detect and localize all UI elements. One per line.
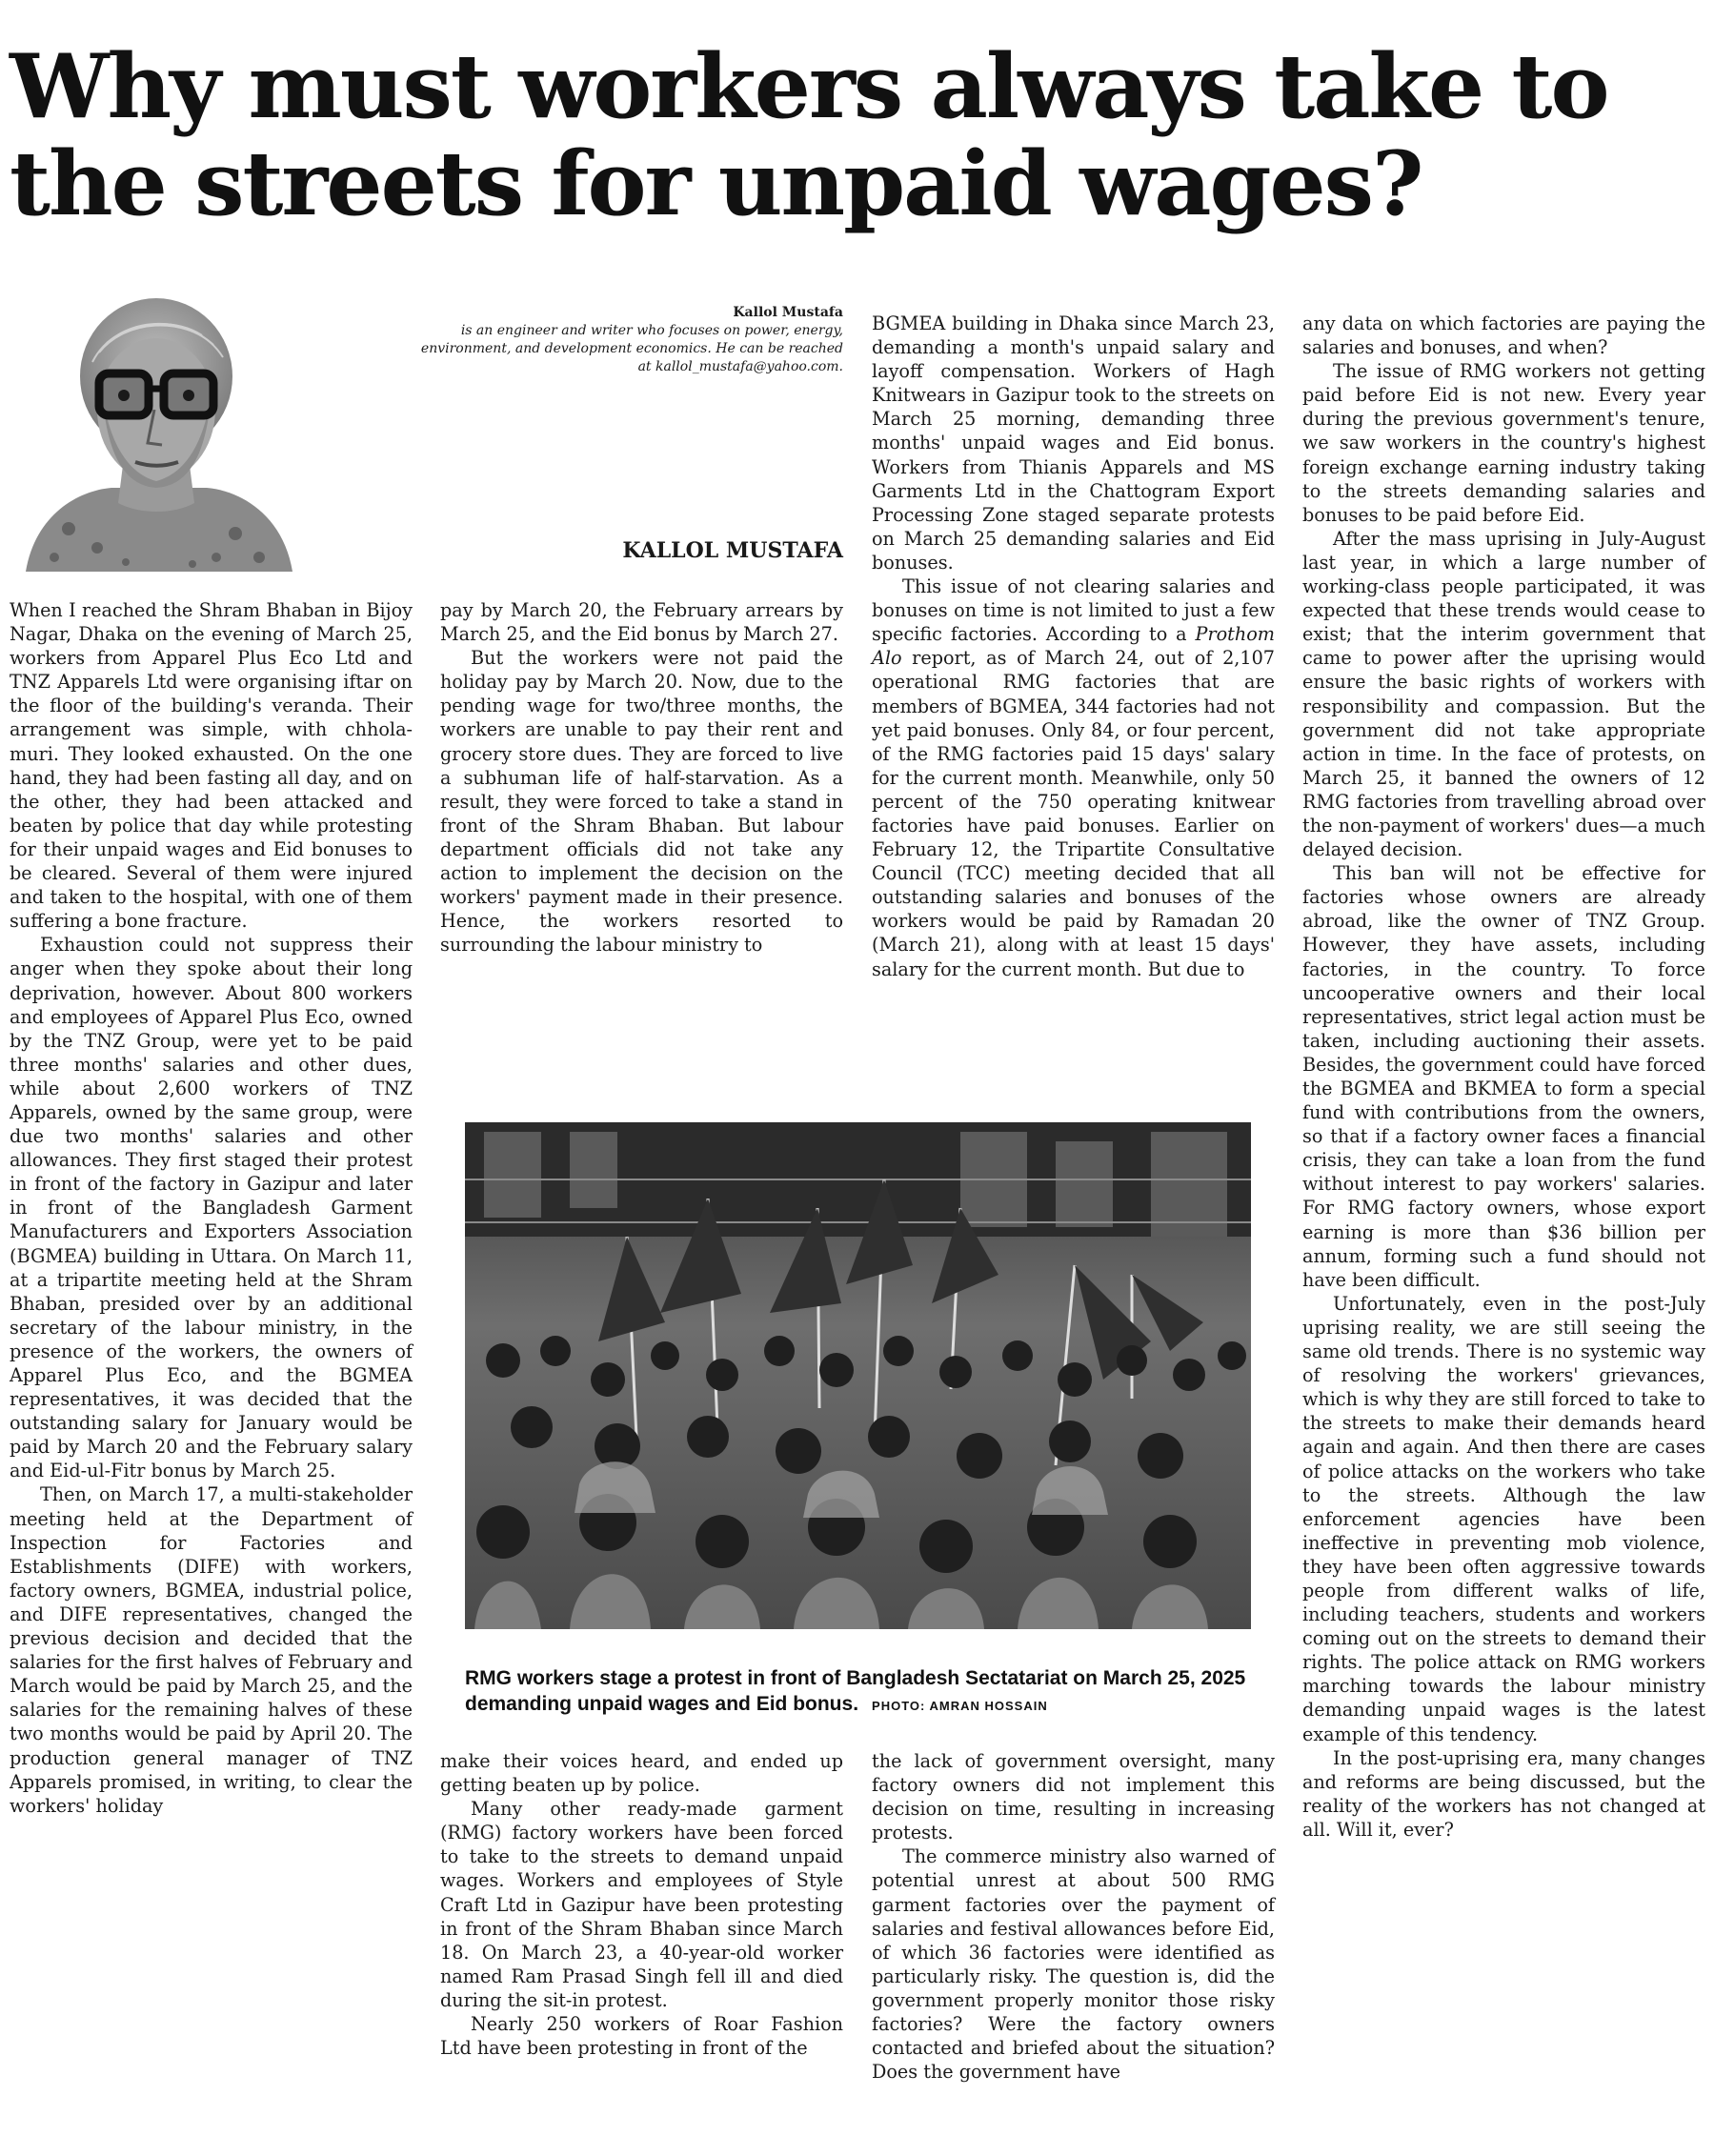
photo-caption	[465, 1665, 1256, 1719]
paragraph: Unfortunately, even in the post-July uprising reality, we are still seeing the same old trends. There is no systemic way of resolving the workers' grievances, which is why they are still forced to take to the streets to make their demands heard again and again. And then there are cases of police attacks on the workers who take to the streets. Although the law enforcement agencies have been ineffective in preventing mob violence, they have been often aggressive towards people from different walks of life, including teachers, students and workers coming out on the streets to demand their rights. The police attack on RMG workers marching towards the labour ministry demanding unpaid wages is the latest example of this tendency.	[1302, 1292, 1705, 1745]
paragraph: Then, on March 17, a multi-stakeholder meeting held at the Department of Inspection for Factories and Establishments (DIFE) with workers, factory owners, BGMEA, industrial police, and DIFE representatives, changed the previous decision and decided that the salaries for the first halves of February and March would be paid by March 25, and the salaries for the remaining halves of these two months would be paid by April 20. The production general manager of TNZ Apparels promised, in writing, to clear the workers' holiday	[10, 1483, 413, 1817]
photo-caption-text: RMG workers stage a protest in front of Bangladesh Sectatariat on March 25, 2025 demanding unpaid wages and Eid bonus.	[465, 1667, 1246, 1715]
paragraph: BGMEA building in Dhaka since March 23, demanding a month's unpaid salary and layoff compensation. Workers of Hagh Knitwears in Gazipur took to the streets on March 25 morning, demanding three months' unpaid wages and Eid bonus. Workers from Thianis Apparels and MS Garments Ltd in the Chattogram Export Processing Zone staged separate protests on March 25 demanding salaries and Eid bonuses.	[872, 312, 1275, 574]
paragraph-text: This issue of not clearing salaries and bonuses on time is not limited to just a few specific factories. According to a	[872, 575, 1275, 646]
column-3-bottom	[872, 1749, 1275, 2084]
paragraph: Nearly 250 workers of Roar Fashion Ltd have been protesting in front of the	[440, 2013, 843, 2060]
headline: Why must workers always take to the streets for unpaid wages?	[10, 34, 1608, 235]
paragraph: In the post-uprising era, many changes and reforms are being discussed, but the reality of the workers has not changed at all. Will it, ever?	[1302, 1746, 1705, 1841]
paragraph: The commerce ministry also warned of potential unrest at about 500 RMG garment factories over the payment of salaries and festival allowances before Eid, of which 36 factories were identified as particularly risky. The question is, did the government properly monitor those risky factories? Were the factory owners contacted and briefed about the situation? Does the government have	[872, 1845, 1275, 2084]
paragraph: Exhaustion could not suppress their anger when they spoke about their long deprivation, however. About 800 workers and employees of Apparel Plus Eco, owned by the TNZ Group, were yet to be paid three months' salaries and other dues, while about 2,600 workers of TNZ Apparels, owned by the same group, were due two months' salaries and other allowances. They first staged their protest in front of the factory in Gazipur and later in front of the Bangladesh Garment Manufacturers and Exporters Association (BGMEA) building in Uttara. On March 11, at a tripartite meeting held at the Shram Bhaban, presided over by an additional secretary of the labour ministry, in the presence of the workers, the owners of Apparel Plus Eco, and the BGMEA representatives, it was decided that the outstanding salary for January would be paid by March 20 and the February salary and Eid-ul-Fitr bonus by March 25.	[10, 934, 413, 1482]
protest-photo	[465, 1122, 1251, 1629]
author-bio: is an engineer and writer who focuses on power, energy, environment, and development economics. He can be reached at kallol_mustafa@yahoo.com.	[420, 323, 843, 374]
paragraph: make their voices heard, and ended up getting beaten up by police.	[440, 1750, 843, 1797]
paragraph: the lack of government oversight, many factory owners did not implement this decision on time, resulting in increasing protests.	[872, 1750, 1275, 1844]
column-3-top	[872, 312, 1275, 981]
paragraph: When I reached the Shram Bhaban in Bijoy Nagar, Dhaka on the evening of March 25, workers from Apparel Plus Eco Ltd and TNZ Apparels Ltd were organising iftar on the floor of the building's veranda. Their arrangement was simple, with chhola-muri. They looked exhausted. On the one hand, they had been fasting all day, and on the other, they had been attacked and beaten by police that day while protesting for their unpaid wages and Eid bonuses to be cleared. Several of them were injured and taken to the hospital, with one of them suffering a bone fracture.	[10, 599, 413, 933]
paragraph: This ban will not be effective for factories whose owners are already abroad, like the owner of TNZ Group. However, they have assets, including factories, in the country. To force uncooperative owners and their local representatives, strict legal action must be taken, including auctioning their assets. Besides, the government could have forced the BGMEA and BKMEA to form a special fund with contributions from the owners, so that if a factory owner faces a financial crisis, they can take a loan from the fund without interest to pay workers' salaries. For RMG factory owners, whose export earning is more than $36 billion per annum, forming such a fund should not have been difficult.	[1302, 862, 1705, 1291]
photo-credit: PHOTO: AMRAN HOSSAIN	[872, 1699, 1048, 1713]
column-2-top	[440, 598, 843, 957]
paragraph: But the workers were not paid the holiday pay by March 20. Now, due to the pending wage for two/three months, the workers are unable to pay their rent and grocery store dues. They are forced to live a subhuman life of half-starvation. As a result, they were forced to take a stand in front of the Shram Bhaban. But labour department officials did not take any action to implement the decision on the workers' payment made in their presence. Hence, the workers resorted to surrounding the labour ministry to	[440, 647, 843, 957]
publication-name: Prothom Alo	[872, 623, 1275, 670]
paragraph	[872, 574, 1275, 981]
author-byline: KALLOL MUSTAFA	[622, 538, 843, 563]
author-name: Kallol Mustafa	[733, 305, 843, 320]
paragraph: Many other ready-made garment (RMG) factory workers have been forced to take to the streets to demand unpaid wages. Workers and employees of Style Craft Ltd in Gazipur have been protesting in front of the Shram Bhaban since March 18. On March 23, a 40-year-old worker named Ram Prasad Singh fell ill and died during the sit-in protest.	[440, 1798, 843, 2011]
author-portrait-illustration	[11, 286, 297, 572]
column-2-bottom	[440, 1749, 843, 2060]
author-portrait	[11, 286, 297, 572]
paragraph-text: report, as of March 24, out of 2,107 operational RMG factories that are members of BGMEA, 344 factories had not yet paid bonuses. Only 84, or four percent, of the RMG factories paid 15 days' salary for the current month. Meanwhile, only 50 percent of the 750 operating knitwear factories have paid bonuses. Earlier on February 12, the Tripartite Consultative Council (TCC) meeting decided that all outstanding salaries and bonuses of the workers would be paid by Ramadan 20 (March 21), along with at least 15 days' salary for the current month. But due to	[872, 647, 1275, 980]
paragraph: any data on which factories are paying the salaries and bonuses, and when?	[1302, 312, 1705, 359]
paragraph: After the mass uprising in July-August last year, in which a large number of working-class people participated, it was expected that these trends would cease to exist; that the interim government that came to power after the uprising would ensure the basic rights of workers with responsibility and compassion. But the government did not take appropriate action in time. In the face of protests, on March 25, it banned the owners of 12 RMG factories from travelling abroad over the non-payment of workers' dues—a much delayed decision.	[1302, 527, 1705, 861]
column-1	[10, 598, 413, 1818]
protest-photo-illustration	[465, 1122, 1251, 1629]
paragraph: pay by March 20, the February arrears by March 25, and the Eid bonus by March 27.	[440, 599, 843, 646]
column-4	[1302, 312, 1705, 1842]
paragraph: The issue of RMG workers not getting paid before Eid is not new. Every year during the previous government's tenure, we saw workers in the country's highest foreign exchange earning industry taking to the streets demanding salaries and bonuses to be paid before Eid.	[1302, 360, 1705, 526]
